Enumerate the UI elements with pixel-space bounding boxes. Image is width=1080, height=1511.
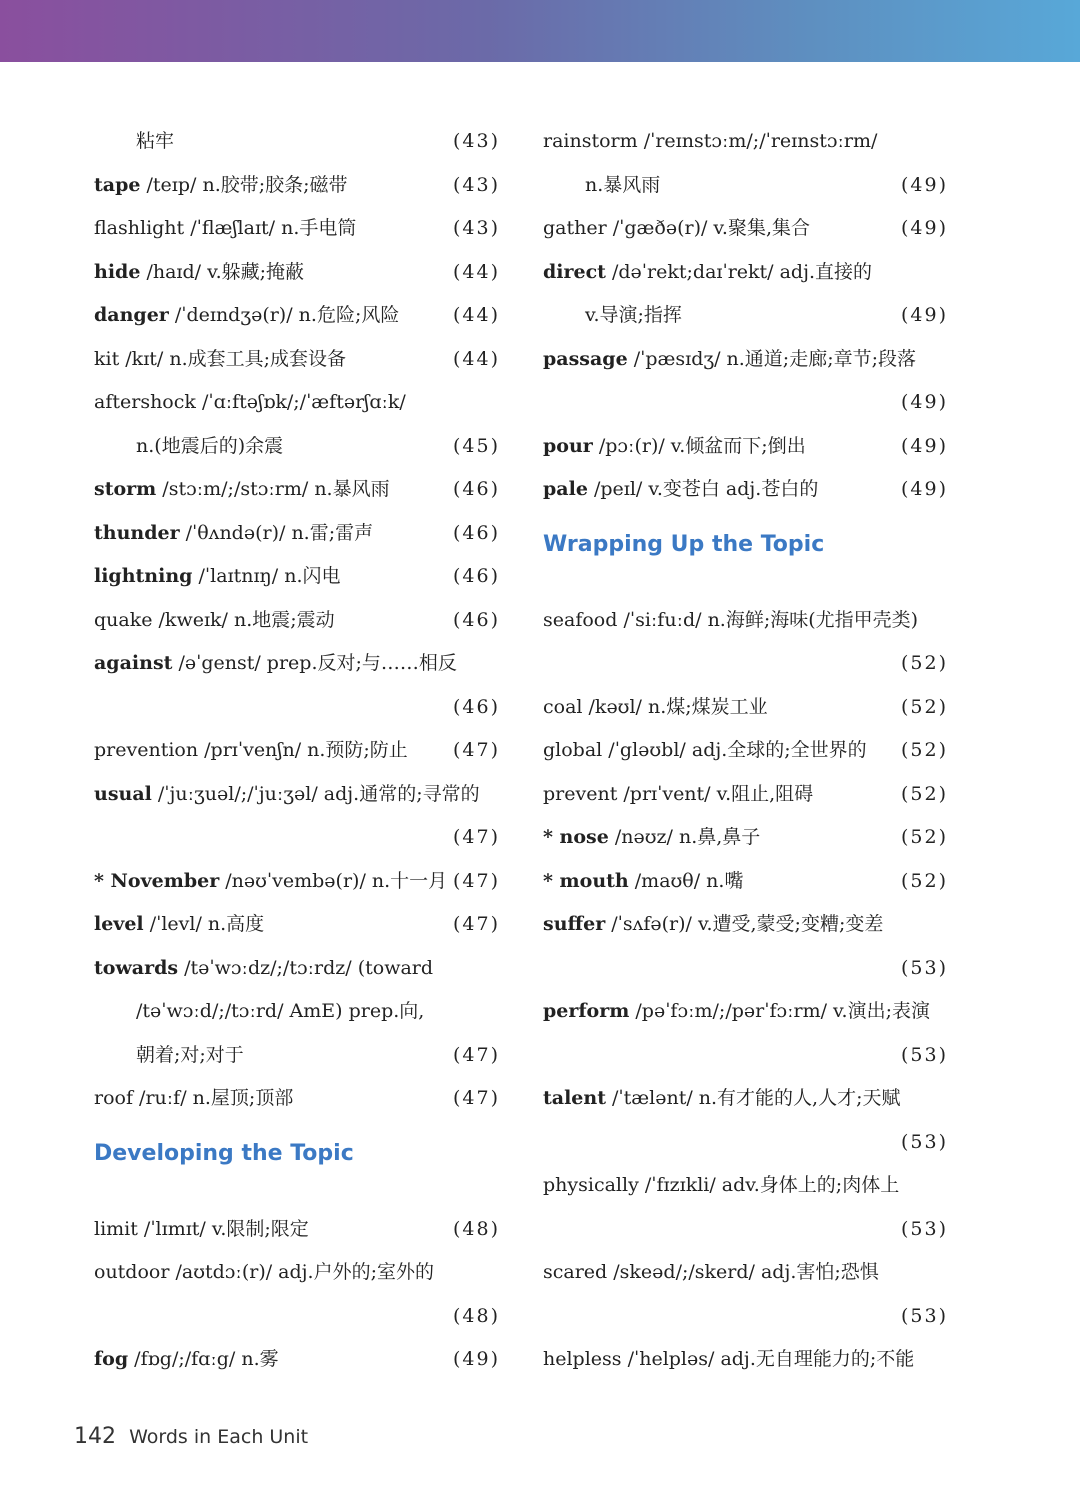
definition: /kəʊl/ n.煤;煤炭工业 xyxy=(582,695,768,718)
entry-text xyxy=(94,512,373,556)
definition: /stɔːm/;/stɔːrm/ n.暴风雨 xyxy=(156,478,390,500)
vocab-entry xyxy=(94,860,500,904)
vocab-entry xyxy=(94,1295,500,1339)
definition: /haɪd/ v.躲藏;掩蔽 xyxy=(140,260,305,283)
headword: tape xyxy=(94,173,141,196)
page-reference: (44) xyxy=(452,260,500,283)
vocab-entry xyxy=(543,816,948,860)
definition: /nəʊˈvembə(r)/ n.十一月 xyxy=(219,869,448,892)
vocab-entry xyxy=(94,512,500,556)
headword: suffer xyxy=(543,913,606,935)
entry-text xyxy=(136,990,424,1034)
vocab-list xyxy=(543,599,948,1382)
headword: gather xyxy=(543,217,607,239)
vocab-entry xyxy=(94,1338,500,1382)
vocab-entry xyxy=(543,1338,948,1382)
vocab-entry xyxy=(94,294,500,338)
vocab-entry xyxy=(94,816,500,860)
definition: /aʊtdɔː(r)/ adj.户外的;室外的 xyxy=(169,1261,434,1283)
entry-text xyxy=(94,1338,279,1382)
page-reference: (44) xyxy=(452,304,500,326)
entry-text xyxy=(94,468,390,512)
definition: /prɪˈvent/ v.阻止,阻碍 xyxy=(617,782,814,805)
definition: /ˈθʌndə(r)/ n.雷;雷声 xyxy=(179,521,374,544)
definition: /ˈsʌfə(r)/ v.遭受,蒙受;变糟;变差 xyxy=(605,913,884,935)
entry-text xyxy=(585,294,682,338)
entry-text xyxy=(543,773,813,817)
page-reference: (44) xyxy=(452,347,500,370)
vocab-list xyxy=(543,120,948,512)
definition: /dəˈrekt;daɪˈrekt/ adj.直接的 xyxy=(605,260,873,283)
vocab-entry xyxy=(543,251,948,295)
headword: scared xyxy=(543,1261,608,1283)
vocab-entry xyxy=(543,294,948,338)
headword: physically xyxy=(543,1174,639,1196)
vocab-entry xyxy=(543,599,948,643)
page-reference: (49) xyxy=(900,304,948,326)
headword: towards xyxy=(94,956,179,979)
vocab-entry xyxy=(543,990,948,1034)
entry-text xyxy=(543,1164,899,1208)
definition: /peɪl/ v.变苍白 adj.苍白的 xyxy=(587,478,819,500)
section-heading-text: Developing the Topic xyxy=(94,1140,354,1166)
entry-text xyxy=(94,251,304,295)
page-reference: (48) xyxy=(452,1304,500,1327)
entry-text xyxy=(543,729,867,773)
headword: usual xyxy=(94,782,152,805)
headword: level xyxy=(94,913,144,935)
headword: storm xyxy=(94,478,157,500)
definition: /maʊθ/ n.嘴 xyxy=(628,869,744,892)
vocab-entry xyxy=(543,1077,948,1121)
definition: /ˈjuːʒuəl/;/ˈjuːʒəl/ adj.通常的;寻常的 xyxy=(151,782,480,805)
headword: prevention xyxy=(94,739,199,761)
vocab-entry xyxy=(543,642,948,686)
page-reference: (46) xyxy=(452,521,500,544)
entry-text xyxy=(543,599,918,643)
vocab-list xyxy=(94,120,500,1121)
vocab-entry xyxy=(543,1251,948,1295)
entry-text xyxy=(543,1338,914,1382)
vocab-entry xyxy=(94,338,500,382)
section-heading-wrapping xyxy=(543,512,948,599)
page-reference: (47) xyxy=(452,1087,500,1109)
vocab-entry xyxy=(94,947,500,991)
headword: roof xyxy=(94,1087,133,1109)
entry-text xyxy=(543,1251,879,1295)
vocab-entry xyxy=(543,903,948,947)
page-reference: (53) xyxy=(900,956,948,979)
entry-text xyxy=(94,947,433,991)
page-footer xyxy=(74,1424,308,1449)
page-reference: (49) xyxy=(900,391,948,413)
vocab-entry xyxy=(543,381,948,425)
vocab-entry xyxy=(543,120,948,164)
vocab-entry xyxy=(94,1034,500,1078)
entry-text xyxy=(94,207,356,251)
page-reference: (53) xyxy=(900,1217,948,1240)
vocab-entry xyxy=(543,729,948,773)
vocab-entry xyxy=(543,1121,948,1165)
entry-text xyxy=(94,555,341,599)
page-reference: (52) xyxy=(900,782,948,805)
vocab-entry xyxy=(94,381,500,425)
page-reference: (47) xyxy=(452,1043,500,1066)
page-reference: (43) xyxy=(452,217,500,239)
entry-text xyxy=(136,425,283,469)
page-reference: (49) xyxy=(900,217,948,239)
entry-text xyxy=(543,990,930,1034)
vocab-entry xyxy=(543,1208,948,1252)
page-reference: (53) xyxy=(900,1043,948,1066)
headword: quake xyxy=(94,608,153,631)
definition: /ˈhelpləs/ adj.无自理能力的;不能 xyxy=(621,1348,915,1370)
vocab-entry xyxy=(543,947,948,991)
definition: /ˈlaɪtnɪŋ/ n.闪电 xyxy=(192,565,341,587)
vocab-list xyxy=(94,1208,500,1382)
vocab-entry xyxy=(543,1295,948,1339)
page-reference: (53) xyxy=(900,1304,948,1327)
headword: helpless xyxy=(543,1348,622,1370)
entry-text xyxy=(543,468,818,512)
entry-text xyxy=(94,642,457,686)
vocab-entry xyxy=(94,903,500,947)
page-reference: (49) xyxy=(900,173,948,196)
vocab-entry xyxy=(94,642,500,686)
definition: /təˈwɔːdz/;/tɔːrdz/ (toward xyxy=(178,956,434,979)
entry-text xyxy=(136,1034,244,1078)
definition: /ˈfɪzɪkli/ adv.身体上的;肉体上 xyxy=(638,1174,900,1196)
definition: /ˈpæsɪdʒ/ n.通道;走廊;章节;段落 xyxy=(627,347,917,370)
headword: global xyxy=(543,739,603,761)
page-reference: (47) xyxy=(452,913,500,935)
headword: fog xyxy=(94,1348,129,1370)
vocab-entry xyxy=(94,1251,500,1295)
headword: pour xyxy=(543,434,593,457)
footer-label: Words in Each Unit xyxy=(129,1426,309,1448)
entry-text xyxy=(543,816,760,860)
definition: /nəʊz/ n.鼻,鼻子 xyxy=(608,826,761,848)
entry-text xyxy=(543,251,872,295)
left-column xyxy=(94,120,500,1382)
page-reference: (48) xyxy=(452,1217,500,1240)
page-number: 142 xyxy=(74,1424,116,1449)
vocab-entry xyxy=(543,338,948,382)
entry-text xyxy=(94,381,406,425)
vocab-entry xyxy=(543,773,948,817)
page-reference: (45) xyxy=(452,434,500,457)
entry-text xyxy=(543,903,883,947)
definition: /ˈreɪnstɔːm/;/ˈreɪnstɔːrm/ xyxy=(637,130,878,152)
headword: lightning xyxy=(94,565,193,587)
vocab-entry xyxy=(94,468,500,512)
page-reference: (52) xyxy=(900,739,948,761)
entry-text xyxy=(543,686,768,730)
section-heading-developing xyxy=(94,1121,500,1208)
headword: prevent xyxy=(543,782,618,805)
headword: kit xyxy=(94,347,120,370)
headword: against xyxy=(94,652,173,674)
entry-text xyxy=(543,120,877,164)
definition: /təˈwɔːd/;/tɔːrd/ AmE) prep.向, xyxy=(136,1000,425,1022)
definition: /fɒg/;/fɑːg/ n.雾 xyxy=(128,1348,279,1370)
page-reference: (49) xyxy=(900,478,948,500)
vocab-entry xyxy=(94,251,500,295)
entry-text xyxy=(94,1251,434,1295)
vocab-entry xyxy=(94,1208,500,1252)
vocab-entry xyxy=(94,425,500,469)
page-reference: (43) xyxy=(452,130,500,152)
entry-text xyxy=(94,338,346,382)
vocab-entry xyxy=(94,164,500,208)
entry-text xyxy=(543,1077,901,1121)
definition: /ˈflæʃlaɪt/ n.手电筒 xyxy=(184,217,357,239)
page-reference: (47) xyxy=(452,739,500,761)
definition: /ruːf/ n.屋顶;顶部 xyxy=(133,1087,294,1109)
page-reference: (46) xyxy=(452,695,500,718)
definition: /teɪp/ n.胶带;胶条;磁带 xyxy=(140,173,348,196)
definition: /ˈdeɪndʒə(r)/ n.危险;风险 xyxy=(168,304,400,326)
definition: /prɪˈvenʃn/ n.预防;防止 xyxy=(198,739,408,761)
vocab-entry xyxy=(94,207,500,251)
entry-text xyxy=(543,338,916,382)
headword: passage xyxy=(543,347,628,370)
vocab-entry xyxy=(94,729,500,773)
entry-text xyxy=(94,294,399,338)
definition: /ˈtælənt/ n.有才能的人,人才;天赋 xyxy=(605,1087,901,1109)
vocab-entry xyxy=(543,686,948,730)
entry-text xyxy=(543,207,810,251)
entry-text xyxy=(94,860,447,904)
page-reference: (46) xyxy=(452,478,500,500)
headword: danger xyxy=(94,304,169,326)
entry-text xyxy=(94,164,348,208)
headword: * nose xyxy=(543,826,609,848)
definition: /kɪt/ n.成套工具;成套设备 xyxy=(119,347,347,370)
definition: 粘牢 xyxy=(136,130,175,152)
vocab-entry xyxy=(543,207,948,251)
entry-text xyxy=(543,425,806,469)
vocab-entry xyxy=(94,599,500,643)
page-reference: (49) xyxy=(900,434,948,457)
headword: outdoor xyxy=(94,1261,170,1283)
entry-text xyxy=(94,903,264,947)
headword: coal xyxy=(543,695,583,718)
definition: n.(地震后的)余震 xyxy=(136,434,284,457)
vocab-entry xyxy=(543,1164,948,1208)
definition: /ˈɑːftəʃɒk/;/ˈæftərʃɑːk/ xyxy=(195,391,406,413)
vocab-entry xyxy=(94,120,500,164)
definition: /ˈlɪmɪt/ v.限制;限定 xyxy=(137,1217,309,1240)
definition: /pəˈfɔːm/;/pərˈfɔːrm/ v.演出;表演 xyxy=(629,1000,930,1022)
right-column xyxy=(543,120,948,1382)
page-reference: (46) xyxy=(452,608,500,631)
header-color-band xyxy=(0,0,1080,62)
vocab-entry xyxy=(543,860,948,904)
definition: 朝着;对;对于 xyxy=(136,1043,244,1066)
headword: * mouth xyxy=(543,869,629,892)
headword: flashlight xyxy=(94,217,185,239)
entry-text xyxy=(585,164,660,208)
page-reference: (49) xyxy=(452,1348,500,1370)
entry-text xyxy=(136,120,174,164)
page-reference: (46) xyxy=(452,565,500,587)
headword: thunder xyxy=(94,521,180,544)
headword: talent xyxy=(543,1087,606,1109)
definition: /skeəd/;/skerd/ adj.害怕;恐惧 xyxy=(607,1261,879,1283)
entry-text xyxy=(94,1077,293,1121)
headword: limit xyxy=(94,1217,138,1240)
vocab-entry xyxy=(94,686,500,730)
page-reference: (47) xyxy=(452,869,500,892)
vocab-entry xyxy=(94,773,500,817)
headword: seafood xyxy=(543,608,618,631)
page-reference: (52) xyxy=(900,826,948,848)
page-reference: (47) xyxy=(452,826,500,848)
definition: /ˈgləʊbl/ adj.全球的;全世界的 xyxy=(602,739,867,761)
definition: /ˈgæðə(r)/ v.聚集,集合 xyxy=(606,217,810,239)
definition: /pɔː(r)/ v.倾盆而下;倒出 xyxy=(592,434,806,457)
entry-text xyxy=(94,599,335,643)
page-reference: (52) xyxy=(900,869,948,892)
entry-text xyxy=(94,729,408,773)
headword: * November xyxy=(94,869,220,892)
vocab-entry xyxy=(543,164,948,208)
vocab-entry xyxy=(543,425,948,469)
headword: direct xyxy=(543,260,606,283)
headword: perform xyxy=(543,1000,630,1022)
vocab-entry xyxy=(543,1034,948,1078)
definition: /ˈlevl/ n.高度 xyxy=(143,913,265,935)
headword: pale xyxy=(543,478,588,500)
page-reference: (53) xyxy=(900,1130,948,1153)
definition: v.导演;指挥 xyxy=(585,304,682,326)
entry-text xyxy=(94,773,480,817)
page-reference: (52) xyxy=(900,695,948,718)
definition: n.暴风雨 xyxy=(585,173,661,196)
page-reference: (43) xyxy=(452,173,500,196)
vocab-entry xyxy=(94,990,500,1034)
vocab-entry xyxy=(543,468,948,512)
section-heading-text: Wrapping Up the Topic xyxy=(543,531,825,557)
headword: hide xyxy=(94,260,141,283)
entry-text xyxy=(543,860,743,904)
definition: /kweɪk/ n.地震;震动 xyxy=(152,608,335,631)
definition: /ˈsiːfuːd/ n.海鲜;海味(尤指甲壳类) xyxy=(617,608,919,631)
headword: aftershock xyxy=(94,391,196,413)
headword: rainstorm xyxy=(543,130,638,152)
entry-text xyxy=(94,1208,309,1252)
vocab-entry xyxy=(94,1077,500,1121)
vocab-entry xyxy=(94,555,500,599)
page-reference: (52) xyxy=(900,652,948,674)
definition: /əˈgenst/ prep.反对;与……相反 xyxy=(172,652,457,674)
